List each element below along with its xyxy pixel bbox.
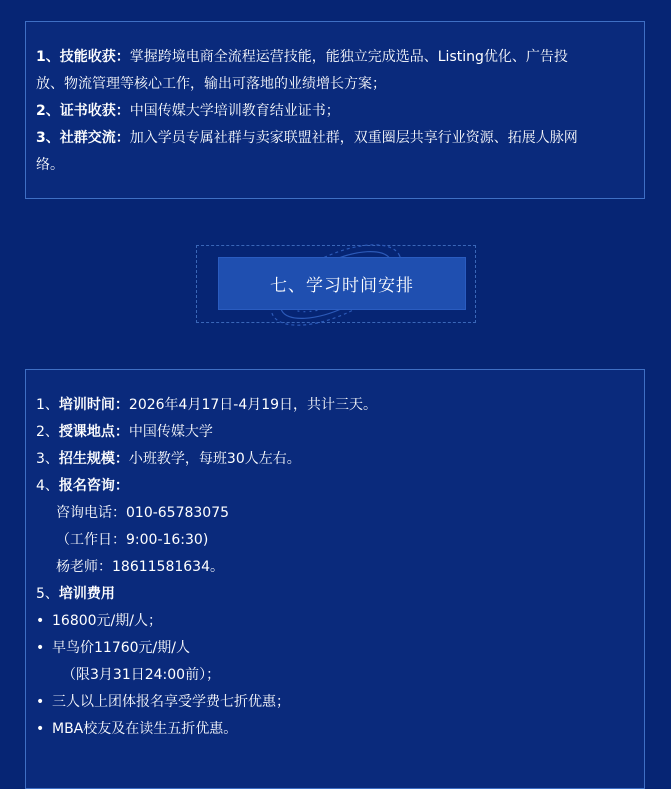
outcome-item-3-label: 3、社群交流： bbox=[36, 130, 130, 146]
enrollment-scale bbox=[36, 446, 634, 473]
outcome-item-1-cont: 放、物流管理等核心工作，输出可落地的业绩增长方案； bbox=[36, 76, 386, 92]
outcome-item-1 bbox=[36, 44, 634, 71]
fee-item bbox=[36, 716, 634, 743]
enrollment-scale-num: 3、 bbox=[36, 451, 59, 467]
outcome-item-1-label: 1、技能收获： bbox=[36, 49, 130, 65]
section-title: 七、学习时间安排 bbox=[218, 257, 466, 310]
enrollment-scale-label: 招生规模： bbox=[58, 451, 129, 467]
training-time-value: 2026年4月17日-4月19日，共计三天。 bbox=[128, 397, 378, 413]
training-fee-num: 5、 bbox=[36, 586, 59, 602]
outcome-item-1-text: 掌握跨境电商全流程运营技能，能独立完成选品、Listing优化、广告投 bbox=[129, 49, 568, 65]
training-time-num: 1、 bbox=[36, 397, 59, 413]
outcome-item-2-label: 2、证书收获： bbox=[36, 103, 130, 119]
fee-item-text: 三人以上团体报名享受学费七折优惠； bbox=[52, 694, 290, 710]
training-place bbox=[36, 419, 634, 446]
training-fee-label: 培训费用 bbox=[58, 586, 115, 602]
fee-item bbox=[36, 608, 634, 635]
training-place-num: 2、 bbox=[36, 424, 59, 440]
fee-item-text: MBA校友及在读生五折优惠。 bbox=[52, 721, 238, 737]
section-heading bbox=[196, 230, 476, 340]
outcomes-panel bbox=[25, 21, 645, 199]
fee-item-text: 早鸟价11760元/期/人 bbox=[52, 640, 190, 656]
outcome-item-3 bbox=[36, 125, 634, 152]
training-place-label: 授课地点： bbox=[58, 424, 129, 440]
consultation-label: 报名咨询： bbox=[58, 478, 129, 494]
fee-item bbox=[36, 689, 634, 716]
schedule-panel bbox=[25, 369, 645, 789]
bullet-icon: • bbox=[36, 613, 45, 629]
training-fee bbox=[36, 581, 634, 608]
outcome-item-2-text: 中国传媒大学培训教育结业证书； bbox=[129, 103, 340, 119]
consult-teacher: 杨老师：18611581634。 bbox=[56, 559, 224, 575]
consultation-num: 4、 bbox=[36, 478, 59, 494]
training-time bbox=[36, 392, 634, 419]
bullet-icon: • bbox=[36, 694, 45, 710]
outcome-item-2 bbox=[36, 98, 634, 125]
enrollment-scale-value: 小班教学，每班30人左右。 bbox=[128, 451, 301, 467]
bullet-icon: • bbox=[36, 721, 45, 737]
training-time-label: 培训时间： bbox=[58, 397, 129, 413]
fee-item bbox=[36, 635, 634, 662]
fee-item-note: （限3月31日24:00前）； bbox=[62, 667, 221, 683]
training-place-value: 中国传媒大学 bbox=[128, 424, 213, 440]
fee-item-text: 16800元/期/人； bbox=[52, 613, 162, 629]
outcome-item-3-text: 加入学员专属社群与卖家联盟社群，双重圈层共享行业资源、拓展人脉网 bbox=[129, 130, 578, 146]
outcome-item-3-cont: 络。 bbox=[36, 157, 64, 173]
consult-phone: 咨询电话：010-65783075 bbox=[56, 505, 230, 521]
bullet-icon: • bbox=[36, 640, 45, 656]
consultation bbox=[36, 473, 634, 500]
consult-hours: （工作日：9:00-16:30) bbox=[56, 532, 209, 548]
